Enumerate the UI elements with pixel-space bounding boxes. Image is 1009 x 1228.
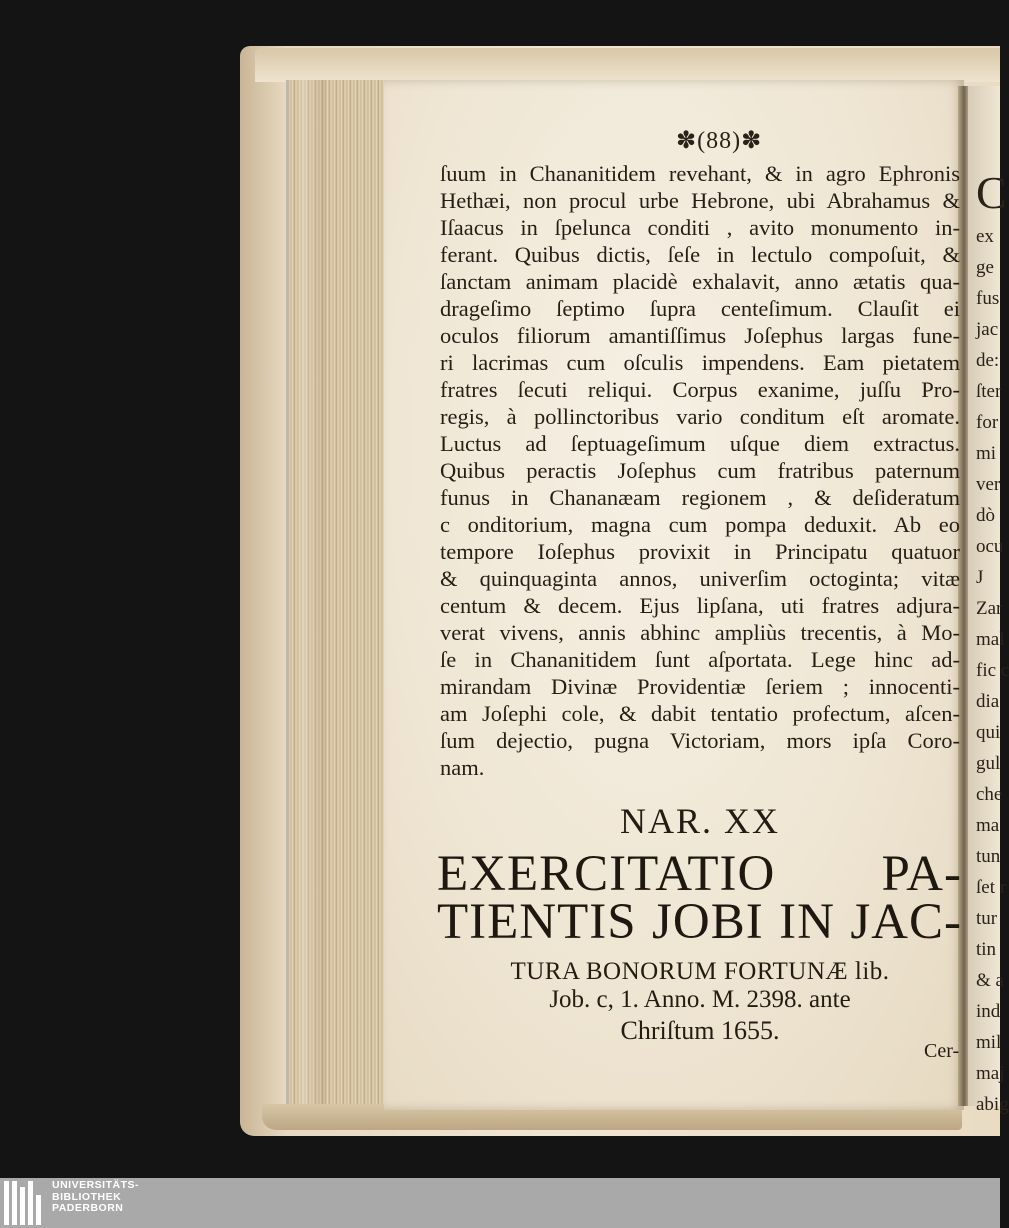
text-line: ſanctam animam placidè exhalavit, anno ætatis qua- (440, 269, 960, 294)
library-logo-line-1: UNIVERSITÄTS- (52, 1179, 140, 1191)
text-line: fratres ſecuti reliqui. Corpus exanime, juſſu Pro- (440, 377, 960, 402)
text-line: Iſaacus in ſpelunca conditi , avito monumento in- (440, 215, 960, 240)
facing-page-fragment: mi (976, 443, 997, 464)
text-line: oculos filiorum amantiſſimus Joſephus largas fune- (440, 323, 960, 348)
facing-page-fragment: fic c (976, 660, 1009, 681)
library-logo-icon (4, 1181, 46, 1225)
facing-page-fragment: de: (976, 350, 1000, 371)
text-line: Hethæi, non procul urbe Hebrone, ubi Abrahamus & (440, 188, 960, 213)
page-edges-shade (300, 80, 326, 1106)
facing-page-fragment: ocu (976, 536, 1004, 557)
library-logo-line-2: BIBLIOTHEK (52, 1190, 122, 1203)
text-line: & quinquaginta annos, univerſim octoginta; vitæ (440, 566, 960, 591)
text-line: ſe in Chananitidem ſunt aſportata. Lege hinc ad- (440, 647, 960, 672)
text-line: ferant. Quibus dictis, ſeſe in lectulo compoſuit, & (440, 242, 960, 267)
text-line: ri lacrimas cum oſculis impendens. Eam pietatem (440, 350, 960, 375)
facing-page-fragment: dò (976, 505, 995, 526)
facing-page-fragment: tun (976, 846, 1001, 867)
facing-page-fragment: tin (976, 939, 997, 960)
text-line: c onditorium, magna cum pompa deduxit. Ab eo (440, 512, 960, 537)
library-logo-text (52, 1180, 139, 1215)
catchword: Cer- (924, 1040, 960, 1062)
library-footer-bar (0, 1178, 1000, 1228)
facing-page-fragment: ma (976, 815, 1000, 836)
facing-page-fragment: ex (976, 226, 994, 247)
facing-page-fragment: & a (976, 970, 1004, 991)
facing-page-fragment: ge (976, 257, 994, 278)
text-line: verat vivens, annis abhinc ampliùs trecentis, à Mo- (440, 620, 960, 645)
text-line: am Joſephi cole, & dabit tentatio profectum, aſcen- (440, 701, 960, 726)
text-line: drageſimo ſeptimo ſupra centeſimum. Clauſit ei (440, 296, 960, 321)
chapter-subtitle-line-1: TURA BONORUM FORTUNÆ lib. (510, 958, 890, 985)
text-line: Quibus peractis Joſephus cum fratribus paternum (440, 458, 960, 483)
facing-page-fragment: ſet r (976, 877, 1007, 898)
chapter-title-line-2: TIENTIS JOBI IN JAC- (437, 894, 962, 950)
facing-page-fragment: qui (976, 722, 1001, 743)
text-line: tempore Ioſephus provixit in Principatu quatuor (440, 539, 960, 564)
facing-page-fragment: tur (976, 908, 998, 929)
chapter-subtitle-line-3: Chriſtum 1655. (620, 1016, 780, 1045)
chapter-subtitle-line-2: Job. c, 1. Anno. M. 2398. ante (549, 986, 851, 1013)
facing-page-fragment: maj (976, 1063, 1005, 1084)
facing-page-fragment: Zar (976, 598, 1003, 619)
text-line: Luctus ad ſeptuageſimum uſque diem extractus. (440, 431, 960, 456)
page-number: ✽(88)✽ (676, 128, 763, 154)
library-logo-line-3: PADERBORN (52, 1202, 124, 1214)
facing-page-fragment: J (976, 567, 984, 588)
text-line: ſum dejectio, pugna Victoriam, mors ipſa Coro- (440, 728, 960, 753)
text-line: mirandam Divinæ Providentiæ ſeriem ; innocenti- (440, 674, 960, 699)
chapter-title-line-1: EXERCITATIO PA- (437, 846, 962, 902)
facing-page-fragment: for (976, 412, 999, 433)
facing-page-fragment: ſter (976, 381, 1002, 402)
text-line: regis, à pollinctoribus vario conditum eſt aromate. (440, 404, 960, 429)
facing-page-fragment: ind (976, 1001, 1001, 1022)
facing-page-fragment: C (976, 167, 1007, 218)
book-cover-top (255, 48, 1000, 82)
facing-page-fragment: jac (976, 319, 999, 340)
text-line: nam. (440, 755, 485, 780)
facing-page-fragment: dia (976, 691, 1000, 712)
facing-page-fragment: mil (976, 1032, 1002, 1053)
body-text (440, 160, 960, 781)
facing-page-fragment: mal (976, 629, 1005, 650)
facing-page-fragment: gul (976, 753, 1001, 774)
facing-page-fragment: ver (976, 474, 1001, 495)
facing-page-fragment: fus (976, 288, 1000, 309)
text-line: centum & decem. Ejus lipſana, uti fratres adjura- (440, 593, 960, 618)
text-line: funus in Chananæam regionem , & deſideratum (440, 485, 960, 510)
text-line: ſuum in Chananitidem revehant, & in agro Ephronis (440, 161, 960, 186)
facing-page-fragment: abig (976, 1094, 1009, 1115)
chapter-number: NAR. XX (619, 801, 780, 841)
facing-page (968, 86, 1009, 1115)
facing-page-fragment: che (976, 784, 1003, 805)
